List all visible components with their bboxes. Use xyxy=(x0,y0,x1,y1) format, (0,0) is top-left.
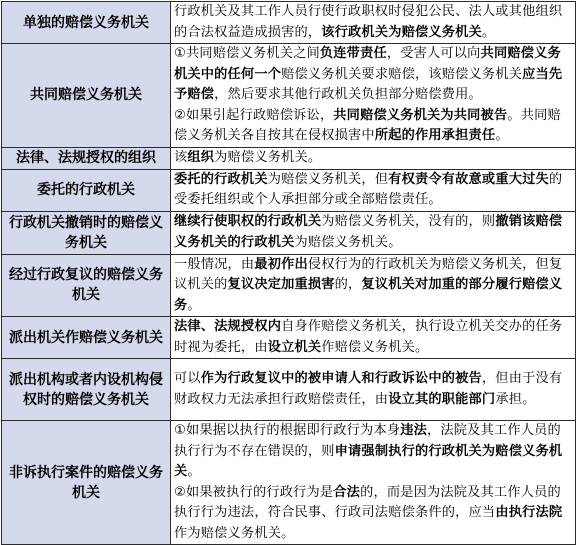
content-paragraph xyxy=(174,421,573,483)
table-row xyxy=(2,359,576,421)
body-text: 作为赔偿义务机关。 xyxy=(174,525,295,541)
row-label: 经过行政复议的赔偿义务机关 xyxy=(2,254,171,317)
row-content xyxy=(171,2,576,44)
body-text: 该 xyxy=(174,149,188,165)
emphasis-text: 复议决定加重损害 xyxy=(227,277,335,292)
body-text: ②如果引起行政赔偿诉讼， xyxy=(174,107,334,123)
emphasis-text: 负连带责任 xyxy=(319,46,387,61)
body-text: ，法院及其工作人员的执行行为不存在错误的，则 xyxy=(174,423,561,459)
body-text: 侵权行为的行政机关为赔偿义务机关，但复议机关的 xyxy=(174,256,563,292)
body-text: 的，而是因为法院及其工作人员的执行行为违法，符合民事、行政司法赔偿条件的，应当 xyxy=(174,484,561,520)
row-label: 委托的行政机关 xyxy=(2,169,171,211)
table-row xyxy=(2,254,576,317)
emphasis-text: 撤销该赔偿义务机关的行政机关 xyxy=(174,214,563,250)
body-text: ，受害人可以向 xyxy=(386,46,481,61)
body-text: 行政机关及其工作人员行使行政职权时侵犯公民、法人或其他组织的合法权益造成损害的， xyxy=(174,4,563,40)
emphasis-text: 共同赔偿义务机关为共同被告 xyxy=(333,107,508,123)
body-text: 的受委托组织或个人承担部分或全部赔偿责任。 xyxy=(174,171,563,207)
content-paragraph xyxy=(174,212,573,253)
emphasis-text: 该行政机关为赔偿义务机关 xyxy=(321,24,482,40)
body-text: 。 xyxy=(187,464,201,479)
emphasis-text: 作为行政复议中的被申请人和行政诉讼中的被告 xyxy=(200,371,482,386)
content-paragraph xyxy=(174,148,573,169)
content-paragraph xyxy=(174,483,573,545)
body-text: 可以 xyxy=(174,371,201,386)
content-paragraph xyxy=(174,317,573,358)
body-text: 为赔偿义务机关，但 xyxy=(267,171,389,187)
row-label: 共同赔偿义务机关 xyxy=(2,44,171,148)
row-content xyxy=(171,44,576,148)
row-label: 非诉执行案件的赔偿义务机关 xyxy=(2,421,171,545)
body-text: 。 xyxy=(187,297,201,313)
emphasis-text: 复议机关对加重的部分履行赔偿义务 xyxy=(174,277,563,313)
body-text: 自身作赔偿义务机关，执行设立机关交办的任务时视为委托，由 xyxy=(174,319,563,355)
content-paragraph xyxy=(174,2,573,43)
body-text: 。共同赔偿义务机关各自按其在侵权损害中 xyxy=(174,107,561,143)
table-row xyxy=(2,147,576,169)
table-row xyxy=(2,169,576,211)
content-paragraph xyxy=(174,170,573,211)
emphasis-text: 设立机关 xyxy=(267,339,322,355)
body-text: ①如果据以执行的根据即行政行为本身 xyxy=(174,423,401,438)
compensation-obligor-table xyxy=(1,1,576,545)
table-row xyxy=(2,2,576,44)
emphasis-text: 应当先予赔偿 xyxy=(174,66,563,102)
body-text: ，然后要求其他行政机关负担部分赔偿费用。 xyxy=(214,87,482,102)
body-text: 承担。 xyxy=(495,391,536,407)
row-label: 法律、法规授权的组织 xyxy=(2,147,171,169)
emphasis-text: 组织 xyxy=(187,149,215,165)
emphasis-text: 申请强制执行的行政机关为赔偿义务机关 xyxy=(174,443,563,479)
row-content xyxy=(171,317,576,359)
row-label: 行政机关撤销时的赔偿义务机关 xyxy=(2,211,171,254)
body-text: 一般情况，由 xyxy=(174,256,255,272)
emphasis-text: 设立其的职能部门 xyxy=(388,391,496,407)
emphasis-text: 所起的作用承担责任 xyxy=(374,128,496,143)
row-label: 派出机构或者内设机构侵权时的赔偿义务机关 xyxy=(2,359,171,421)
content-paragraph xyxy=(174,255,573,317)
row-content xyxy=(171,169,576,211)
body-text: 。 xyxy=(495,128,509,143)
row-content xyxy=(171,254,576,317)
body-text: 为赔偿义务机关，没有的，则 xyxy=(321,214,496,229)
content-paragraph xyxy=(174,44,573,106)
row-content xyxy=(171,421,576,545)
content-paragraph xyxy=(174,106,573,147)
body-text: ①共同赔偿义务机关之间 xyxy=(174,46,320,61)
body-text: 为赔偿义务机关。 xyxy=(294,234,402,250)
row-content xyxy=(171,359,576,421)
body-text: ，但由于没有财政权力无法承担行政赔偿责任，由 xyxy=(174,371,563,407)
emphasis-text: 合法 xyxy=(333,484,361,500)
body-text: 赔偿义务机关要求赔偿，该赔偿义务机关 xyxy=(281,66,523,82)
document-page xyxy=(0,1,579,541)
emphasis-text: 违法 xyxy=(400,423,428,438)
table-row xyxy=(2,211,576,254)
row-label: 单独的赔偿义务机关 xyxy=(2,2,171,44)
emphasis-text: 由执行法院 xyxy=(495,505,563,520)
table-row xyxy=(2,317,576,359)
emphasis-text: 共同赔偿义务机关中的任何一个 xyxy=(174,46,561,82)
row-content xyxy=(171,147,576,169)
table-row xyxy=(2,421,576,545)
body-text: 。 xyxy=(481,24,496,40)
emphasis-text: 委托的行政机关 xyxy=(174,171,268,187)
body-text: 作赔偿义务机关。 xyxy=(321,339,429,355)
emphasis-text: 法律、法规授权内 xyxy=(174,319,282,334)
emphasis-text: 继续行使职权的行政机关 xyxy=(174,214,322,229)
emphasis-text: 最初作出 xyxy=(254,256,308,272)
table-row xyxy=(2,44,576,148)
row-label: 派出机关作赔偿义务机关 xyxy=(2,317,171,359)
body-text: 的， xyxy=(334,277,362,292)
emphasis-text: 有权责令有故意或重大过失 xyxy=(388,171,549,187)
content-paragraph xyxy=(174,369,573,410)
body-text: 为赔偿义务机关。 xyxy=(214,149,322,165)
row-content xyxy=(171,211,576,254)
body-text: ②如果被执行的行政行为是 xyxy=(174,484,334,500)
